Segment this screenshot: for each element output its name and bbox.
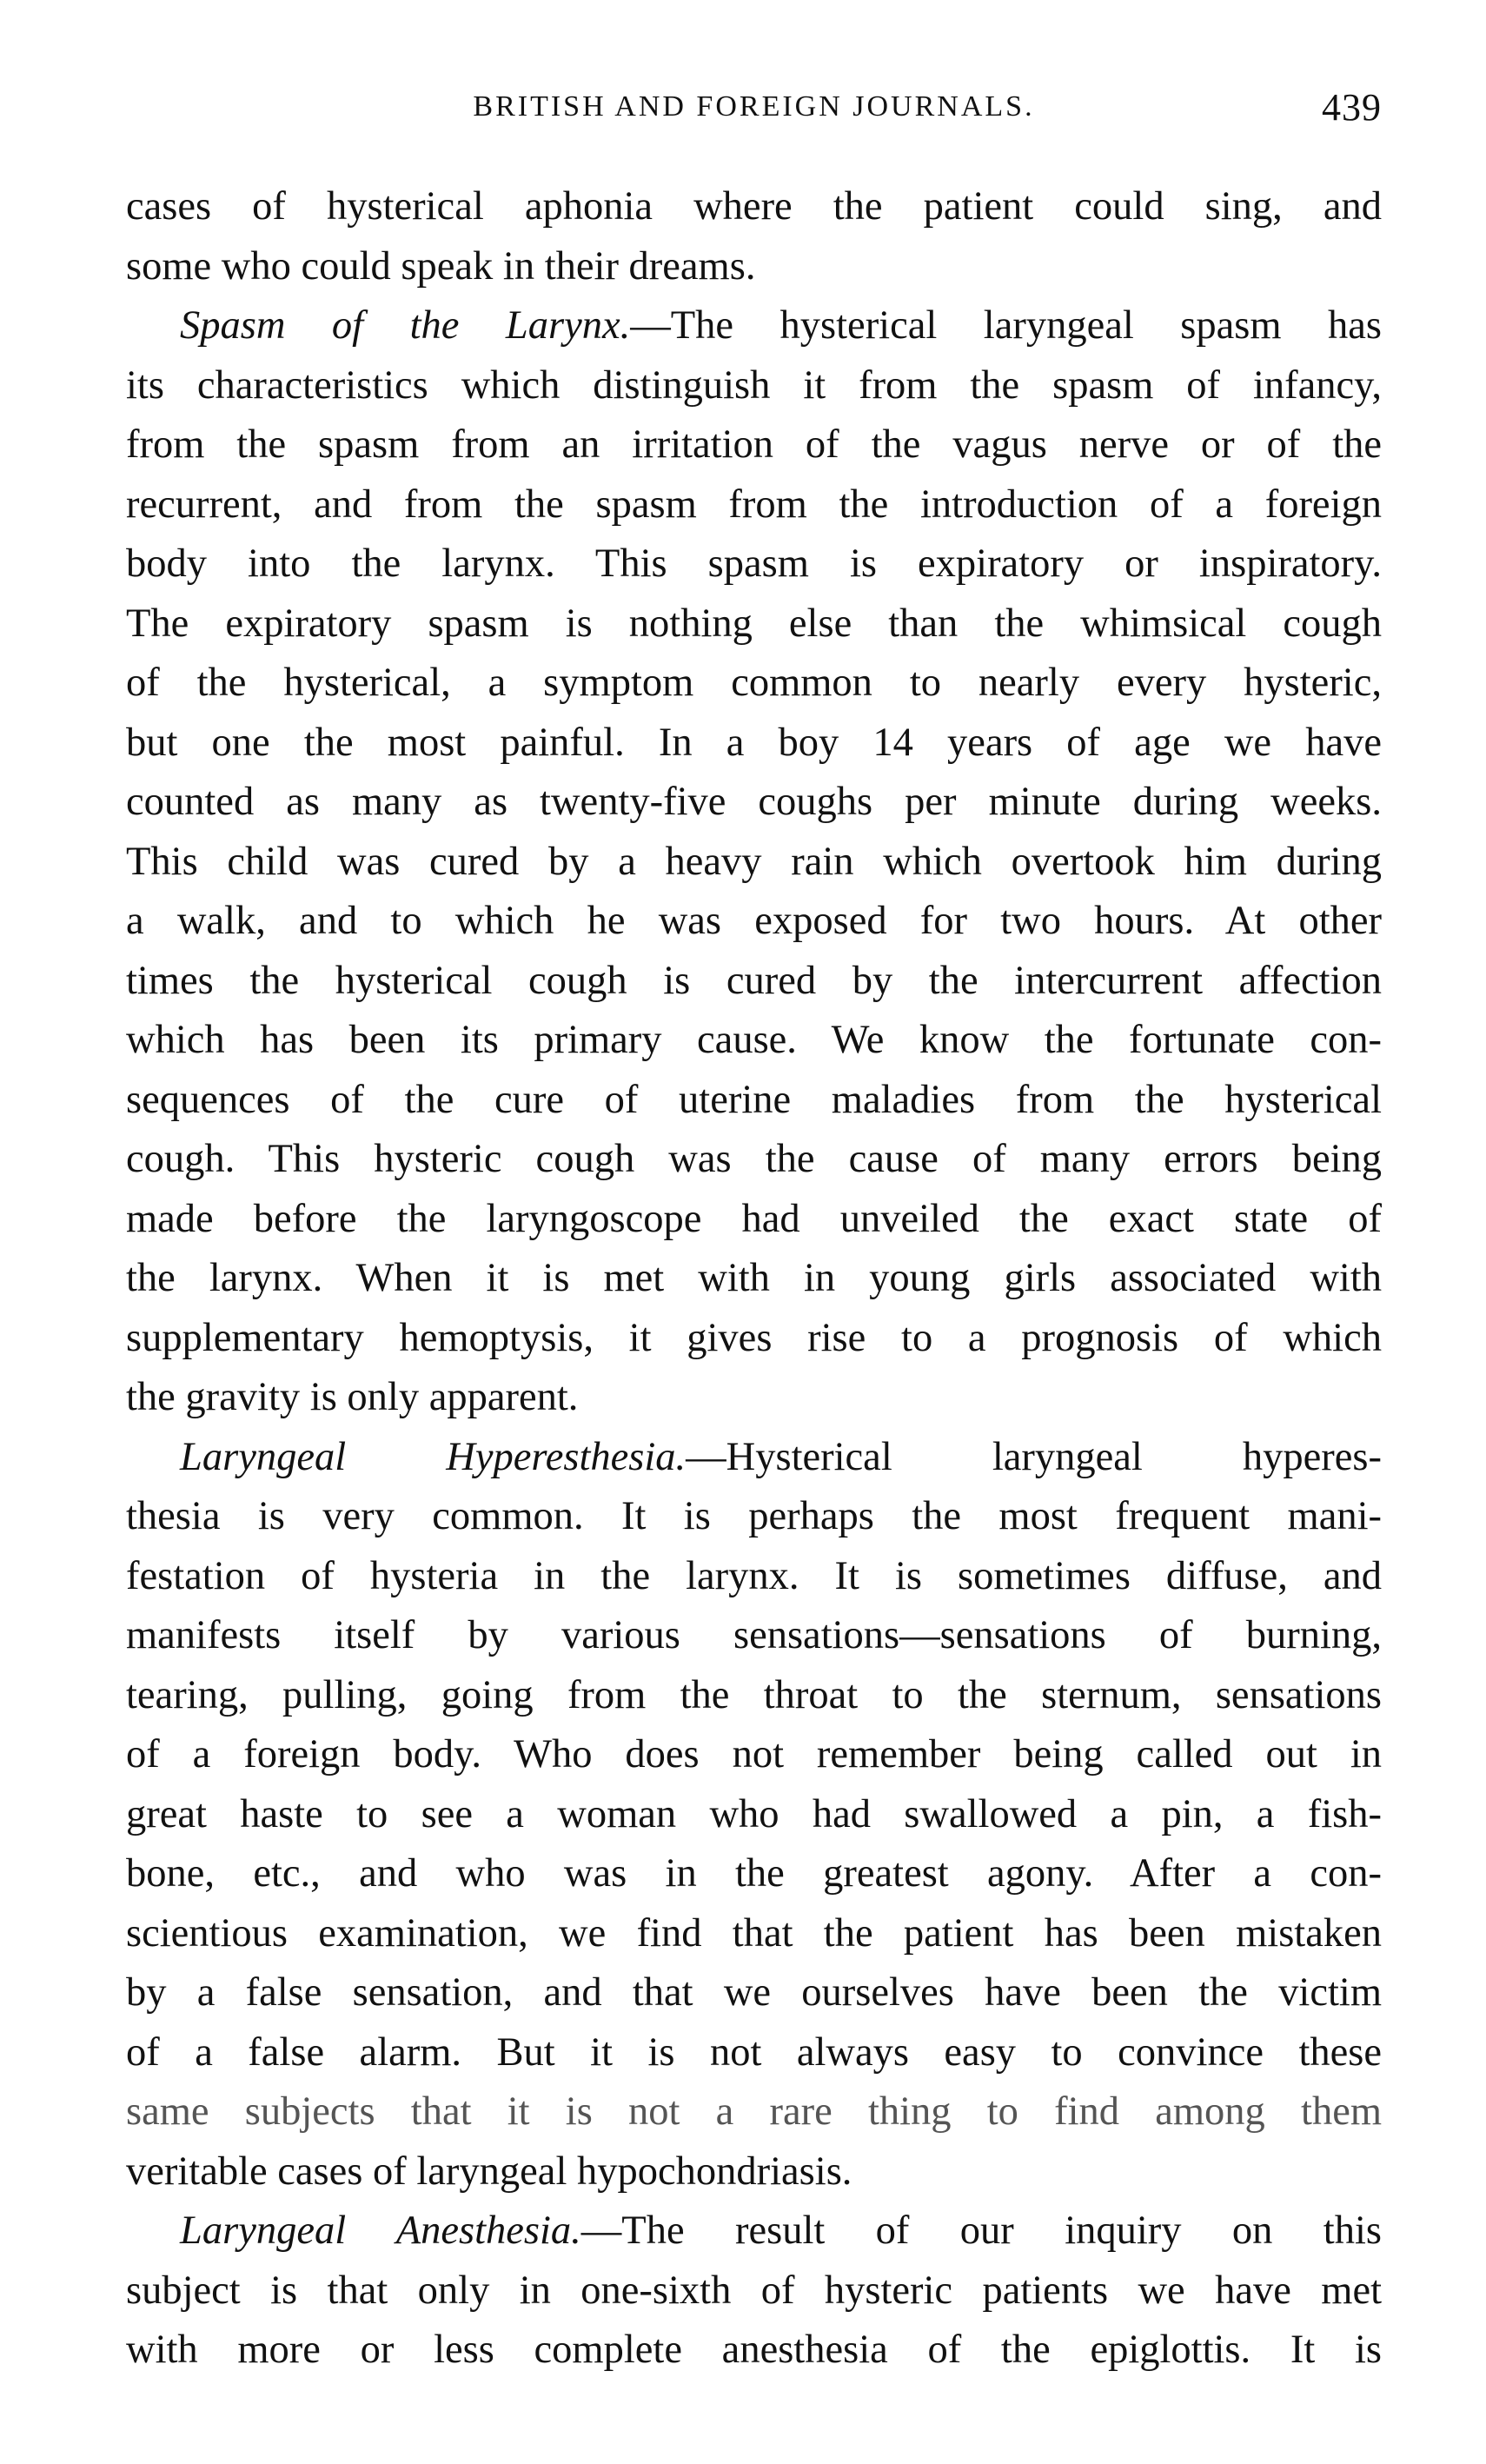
page-number: 439 (1322, 86, 1382, 129)
text-line: tearing, pulling, going from the throat to the sternum, sensations (126, 1672, 1382, 1717)
text-line: made before the laryngoscope had unveiled the exact state of (126, 1196, 1382, 1241)
text-line: —The hysterical laryngeal spasm has (630, 303, 1382, 348)
text-line: its characteristics which distinguish it from the spasm of infancy, (126, 362, 1382, 408)
text-line: of a foreign body. Who does not remember being called out in (126, 1732, 1382, 1777)
text-line: of a false alarm. But it is not always easy to convince these (126, 2029, 1382, 2075)
text-line: subject is that only in one-sixth of hysteric patients we have met (126, 2268, 1382, 2313)
text-line: bone, etc., and who was in the greatest agony. After a con- (126, 1851, 1382, 1896)
text-line: body into the larynx. This spasm is expiratory or inspiratory. (126, 541, 1382, 586)
text-line: supplementary hemoptysis, it gives rise to a prognosis of which (126, 1315, 1382, 1360)
text-line: cough. This hysteric cough was the cause of many errors being (126, 1137, 1382, 1181)
text-line: which has been its primary cause. We know the fortunate con- (126, 1018, 1382, 1062)
text-line: from the spasm from an irritation of the vagus nerve or of the (126, 422, 1382, 467)
text-line: festation of hysteria in the larynx. It is sometimes diffuse, and (126, 1553, 1382, 1598)
text-line: recurrent, and from the spasm from the introduction of a foreign (126, 482, 1382, 527)
text-line: —The result of our inquiry on this (580, 2208, 1382, 2253)
text-line: the larynx. When it is met with in young girls associated with (126, 1256, 1382, 1300)
text-line: the gravity is only apparent. (126, 1375, 579, 1419)
text-line: a walk, and to which he was exposed for two hours. At other (126, 899, 1382, 943)
text-line: This child was cured by a heavy rain which overtook him during (126, 839, 1382, 884)
text-line: manifests itself by various sensations—sensations of burning, (126, 1613, 1382, 1657)
paragraph-first-line (126, 296, 1382, 356)
text-line: cases of hysterical aphonia where the patient could sing, and (126, 184, 1382, 229)
running-title: BRITISH AND FOREIGN JOURNALS. (473, 90, 1035, 123)
section-heading-hyperesthesia: Laryngeal Hyperesthesia. (180, 1434, 687, 1479)
text-line: The expiratory spasm is nothing else than the whimsical cough (126, 601, 1382, 646)
text-line: —Hysterical laryngeal hyperes- (686, 1434, 1382, 1479)
text-line: same subjects that it is not a rare thing to find among them (126, 2089, 1382, 2134)
text-line: by a false sensation, and that we ourselves have been the victim (126, 1970, 1382, 2015)
section-heading-anesthesia: Laryngeal Anesthesia. (180, 2208, 581, 2253)
text-line: great haste to see a woman who had swallowed a pin, a fish- (126, 1791, 1382, 1836)
text-line: counted as many as twenty-five coughs per minute during weeks. (126, 780, 1382, 824)
text-line: but one the most painful. In a boy 14 years of age we have (126, 720, 1382, 765)
paragraph-first-line (126, 1428, 1382, 1488)
running-head (126, 86, 1382, 143)
text-line: times the hysterical cough is cured by the intercurrent affection (126, 958, 1382, 1003)
article-body (126, 177, 1382, 2381)
text-line: thesia is very common. It is perhaps the most frequent mani- (126, 1494, 1382, 1538)
paragraph-first-line (126, 2202, 1382, 2261)
text-line: scientious examination, we find that the patient has been mistaken (126, 1910, 1382, 1956)
text-line: of the hysterical, a symptom common to nearly every hysteric, (126, 661, 1382, 705)
text-line: with more or less complete anesthesia of the epiglottis. It is (126, 2328, 1382, 2372)
text-line: veritable cases of laryngeal hypochondriasis. (126, 2149, 852, 2194)
text-line: some who could speak in their dreams. (126, 243, 756, 289)
text-line: sequences of the cure of uterine maladies from the hysterical (126, 1077, 1382, 1122)
section-heading-spasm: Spasm of the Larynx. (180, 303, 631, 348)
